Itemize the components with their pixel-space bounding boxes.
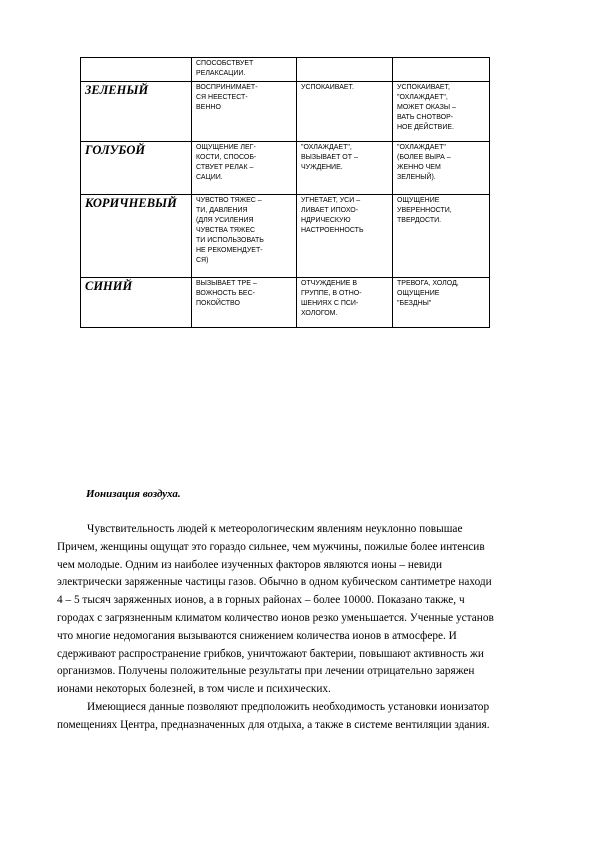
- table-row: [81, 58, 490, 82]
- color-name: СИНИЙ: [81, 278, 192, 328]
- table-row: [81, 82, 490, 142]
- text-line: помещениях Центра, предназначенных для отдыха, а также в системе вентиляции здания.: [57, 718, 490, 731]
- table-cell: УСПОКАИВАЕТ.: [297, 82, 393, 142]
- color-name: КОРИЧНЕВЫЙ: [81, 195, 192, 278]
- table-cell: ОТЧУЖДЕНИЕ В ГРУППЕ, В ОТНО- ШЕНИЯХ С ПСИ- ХОЛОГОМ.: [297, 278, 393, 328]
- table-cell: "ОХЛАЖДАЕТ" (БОЛЕЕ ВЫРА – ЖЕННО ЧЕМ ЗЕЛЕНЫЙ).: [393, 142, 490, 195]
- color-effects-table: [80, 57, 490, 328]
- body-text: [57, 521, 595, 735]
- text-line: сдерживают распространение грибков, уничтожают бактерии, повышают активность жи: [57, 647, 484, 660]
- table-cell: УСПОКАИВАЕТ, "ОХЛАЖДАЕТ", МОЖЕТ ОКАЗЫ – ВАТЬ СНОТВОР- НОЕ ДЕЙСТВИЕ.: [393, 82, 490, 142]
- table-cell: ОЩУЩЕНИЕ ЛЕГ- КОСТИ, СПОСОБ- СТВУЕТ РЕЛАК – САЦИИ.: [192, 142, 297, 195]
- text-line: организмов. Получены положительные результаты при лечении отрицательно заряжен: [57, 665, 475, 678]
- table-cell: ЧУВСТВО ТЯЖЕС – ТИ, ДАВЛЕНИЯ (ДЛЯ УСИЛЕНИЯ ЧУВСТВА ТЯЖЕС ТИ ИСПОЛЬЗОВАТЬ НЕ РЕКОМЕНДУЕТ- СЯ): [192, 195, 297, 278]
- table-cell: УГНЕТАЕТ, УСИ – ЛИВАЕТ ИПОХО- НДРИЧЕСКУЮ НАСТРОЕННОСТЬ: [297, 195, 393, 278]
- color-name: [81, 58, 192, 82]
- section-heading: Ионизация воздуха.: [86, 488, 181, 500]
- color-name: ГОЛУБОЙ: [81, 142, 192, 195]
- text-line: Имеющиеся данные позволяют предположить необходимость установки ионизатор: [87, 700, 490, 713]
- table-cell: [393, 58, 490, 82]
- table-cell: ВОСПРИНИМАЕТ- СЯ НЕЕСТЕСТ- ВЕННО: [192, 82, 297, 142]
- table-cell: ТРЕВОГА, ХОЛОД, ОЩУЩЕНИЕ "БЕЗДНЫ": [393, 278, 490, 328]
- table-row: [81, 142, 490, 195]
- text-line: Чувствительность людей к метеорологическим явлениям неуклонно повышае: [87, 523, 463, 535]
- table-row: [81, 278, 490, 328]
- table-cell: СПОСОБСТВУЕТ РЕЛАКСАЦИИ.: [192, 58, 297, 82]
- color-name: ЗЕЛЕНЫЙ: [81, 82, 192, 142]
- text-line: чем молодые. Одним из наиболее изученных факторов являются ионы – невиди: [57, 558, 443, 571]
- text-line: ионами некоторых болезней, в том числе и психических.: [57, 683, 331, 696]
- table-row: [81, 195, 490, 278]
- table-cell: ОЩУЩЕНИЕ УВЕРЕННОСТИ, ТВЕРДОСТИ.: [393, 195, 490, 278]
- text-line: Причем, женщины ощущат это гораздо сильнее, чем мужчины, пожилые более интенсив: [57, 540, 485, 553]
- text-line: городах с загрязненным климатом количество ионов резко уменьшается. Ученные установ: [57, 611, 494, 624]
- text-line: электрически заряженные частицы газов. Обычно в одном кубическом сантиметре находи: [57, 576, 492, 589]
- table-cell: "ОХЛАЖДАЕТ", ВЫЗЫВАЕТ ОТ – ЧУЖДЕНИЕ.: [297, 142, 393, 195]
- text-line: что многие недомогания вызываются снижением количества ионов в атмосфере. И: [57, 629, 457, 642]
- table-cell: [297, 58, 393, 82]
- table-cell: ВЫЗЫВАЕТ ТРЕ – ВОЖНОСТЬ БЕС- ПОКОЙСТВО: [192, 278, 297, 328]
- text-line: 4 – 5 тысяч заряженных ионов, а в горных районах – более 10000. Показано также, ч: [57, 594, 465, 607]
